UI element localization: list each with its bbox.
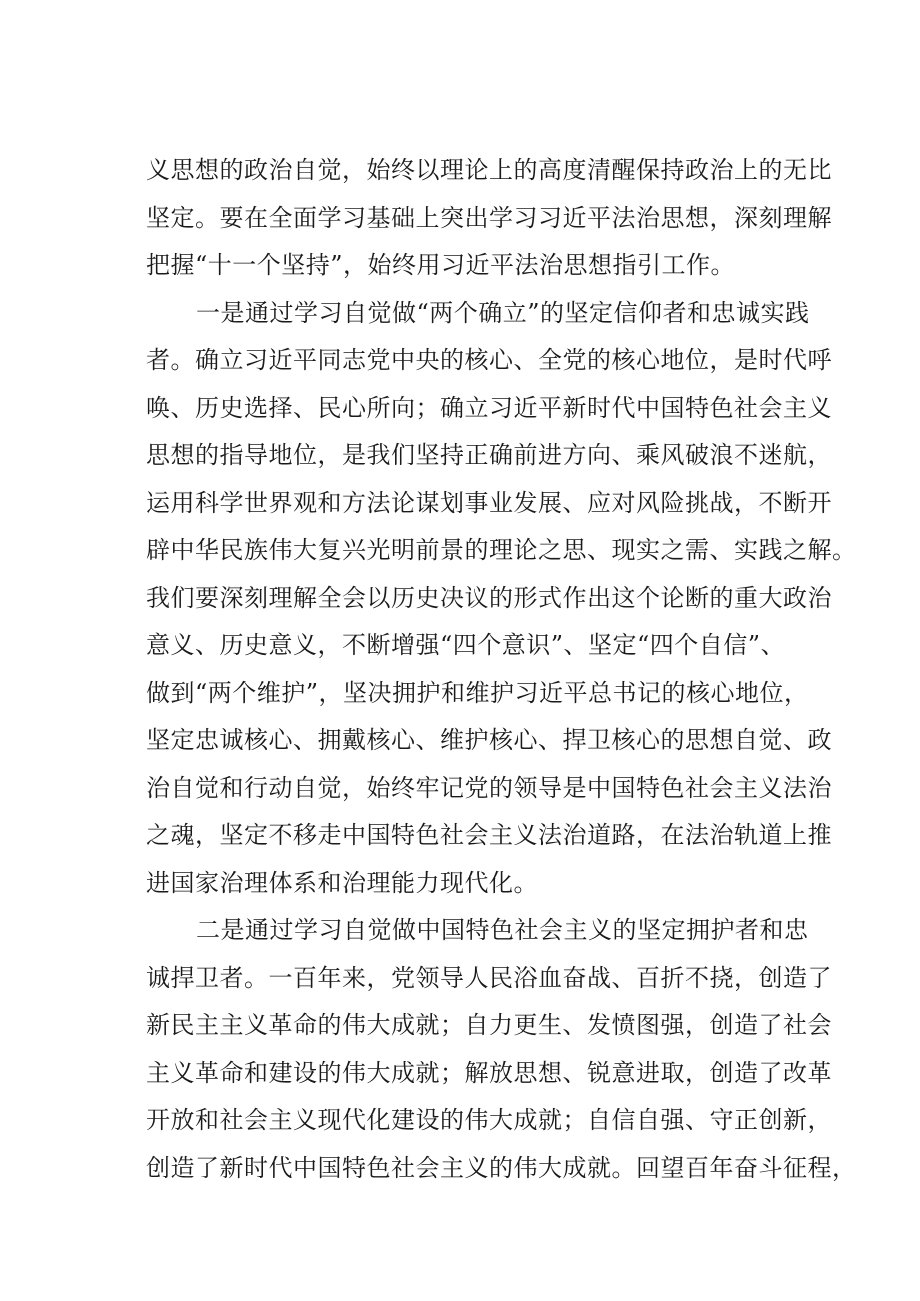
text-line: 做到“两个维护”，坚决拥护和维护习近平总书记的核心地位， [146, 678, 809, 707]
text-line: 主义革命和建设的伟大成就；解放思想、锐意进取，创造了改革 [146, 1058, 832, 1087]
text-line: 一是通过学习自觉做“两个确立”的坚定信仰者和忠诚实践 [196, 298, 810, 327]
text-line: 把握“十一个坚持”，始终用习近平法治思想指引工作。 [146, 251, 736, 279]
text-line: 坚定。要在全面学习基础上突出学习习近平法治思想，深刻理解 [146, 203, 832, 232]
text-line: 意义、历史意义，不断增强“四个意识”、坚定“四个自信”、 [146, 631, 786, 659]
text-line: 治自觉和行动自觉，始终牢记党的领导是中国特色社会主义法治 [146, 773, 832, 802]
text-line: 义思想的政治自觉，始终以理论上的高度清醒保持政治上的无比 [146, 156, 832, 184]
text-line: 二是通过学习自觉做中国特色社会主义的坚定拥护者和忠 [196, 916, 809, 944]
text-line: 思想的指导地位，是我们坚持正确前进方向、乘风破浪不迷航， [146, 441, 832, 469]
text-line: 运用科学世界观和方法论谋划事业发展、应对风险挑战，不断开 [146, 488, 832, 517]
text-line: 创造了新时代中国特色社会主义的伟大成就。回望百年奋斗征程， [146, 1153, 857, 1182]
text-line: 者。确立习近平同志党中央的核心、全党的核心地位，是时代呼 [146, 346, 832, 374]
text-line: 开放和社会主义现代化建设的伟大成就；自信自强、守正创新， [146, 1106, 832, 1134]
text-line: 坚定忠诚核心、拥戴核心、维护核心、捍卫核心的思想自觉、政 [146, 726, 832, 754]
text-line: 唤、历史选择、民心所向；确立习近平新时代中国特色社会主义 [146, 393, 832, 422]
text-line: 之魂，坚定不移走中国特色社会主义法治道路，在法治轨道上推 [146, 821, 832, 849]
text-line: 新民主主义革命的伟大成就；自力更生、发愤图强，创造了社会 [146, 1011, 832, 1039]
text-line: 进国家治理体系和治理能力现代化。 [146, 868, 538, 897]
text-line: 我们要深刻理解全会以历史决议的形式作出这个论断的重大政治 [146, 583, 832, 612]
paragraph-continued [146, 147, 857, 1192]
text-line: 诚捍卫者。一百年来，党领导人民浴血奋战、百折不挠，创造了 [146, 963, 832, 992]
text-line: 辟中华民族伟大复兴光明前景的理论之思、现实之需、实践之解。 [146, 536, 857, 564]
